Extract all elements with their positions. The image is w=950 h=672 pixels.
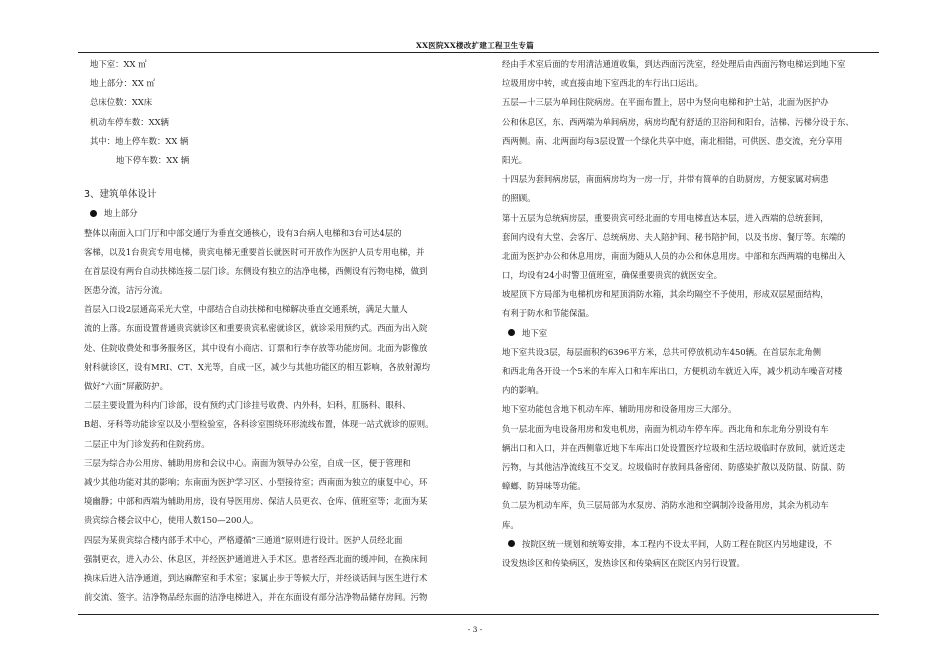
paragraph-line: 垃圾用房中转，或直接由地下室西北的车行出口运出。 [502,78,703,89]
left-column [84,55,454,607]
paragraph-line: 和西北角各开设一个5米的车库入口和车库出口，方便机动车就近入库，减少机动车噪音对楼 [502,366,843,376]
paragraph-line: 流的上落。东面设置普通贵宾就诊区和重要贵宾私密就诊区，就诊采用预约式。西面为出入院 [84,323,428,334]
paragraph-line: 射科就诊区，设有MRI、CT、X光等，自成一区，减少与其他功能区的相互影响，各放射源均 [84,361,431,372]
paragraph-line: 库。 [502,519,519,530]
bullet-note-line [502,535,886,554]
paragraph-line: 西两侧。南、北两面均每3层设置一个绿化共享中庭，南北相错，可供医、患交流，充分享用 [502,135,843,146]
bullet-heading-above-ground [84,204,454,223]
paragraph-line: 五层—十三层为单间住院病房。在平面布置上，居中为竖向电梯和护士站，北面为医护办 [502,97,829,108]
paragraph-line: 辆出口和入口，并在西侧靠近地下车库出口处设置医疗垃圾和生活垃圾临时存放间，就近送走 [502,442,846,453]
paragraph-line: 换床后进入洁净通道，到达麻醉室和手术室；家属止步于等候大厅，并经谈话间与医生进行术 [84,572,428,583]
paragraph-line: 在首层设有两台自动扶梯连接二层门诊。东侧设有独立的洁净电梯，西侧设有污物电梯，做到 [84,265,428,276]
paragraph-line: 处、住院收费处和事务服务区，其中设有小商店、订票和行李存放等功能房间。北面为影像放 [84,342,428,353]
paragraph-line: 经由手术室后面的专用清洁通道收集，到达西面污洗室，经处理后由西面污物电梯运到地下室 [502,59,846,69]
summary-total-beds: 总床位数：XX床 [90,97,153,108]
paragraph-line: 医患分流，洁污分流。 [84,285,168,296]
paragraph-line: 二层正中为门诊发药和住院药房。 [84,438,210,449]
bullet-icon [90,210,97,217]
footer-divider [78,614,879,615]
paragraph-line: 整体以南面入口门厅和中部交通厅为垂直交通核心，设有3台病人电梯和3台可达4层的 [84,227,402,238]
paragraph-line: 坡屋顶下方局部为电梯机房和屋顶消防水箱，其余均隔空不予使用，形成双层屋面结构， [502,289,829,300]
summary-parking-total: 机动车停车数：XX辆 [90,116,169,127]
paragraph-line: 公和休息区，东、西两端为单间病房，病房均配有舒适的卫浴间和阳台，洁梯、污梯分设于东、 [502,116,854,127]
paragraph-line: 污物，与其他洁净流线互不交叉。垃圾临时存放间具备密闭、防感染扩散以及防鼠、防鼠、防 [502,461,846,472]
bullet-label: 地下室 [522,327,548,338]
paragraph-line: 前交流、签字。洁净物品经东面的洁净电梯进入，并在东面设有部分洁净物品储存房间。污物 [84,592,428,603]
summary-above-ground-area: 地上部分：XX ㎡ [90,78,155,89]
bullet-note-text: 按院区统一规划和统筹安排，本工程内不设太平间，人防工程在院区内另地建设，不 [522,538,832,549]
paragraph-line: 有利于防水和节能保温。 [502,308,595,319]
paragraph-line: 负二层为机动车库，负三层局部为水泵房、消防水池和空调制冷设备用房，其余为机动车 [502,500,829,511]
paragraph-line: 三层为综合办公用房、辅助用房和会议中心。南面为领导办公室，自成一区，便于管理和 [84,457,411,468]
paragraph-line: 套间内设有大堂、会客厅、总统病房、夫人陪护间、秘书陪护间，以及书房、餐厅等。东端的 [502,231,846,242]
paragraph-line: 二层主要设置为科内门诊部，设有预约式门诊挂号收费、内外科，妇科，肛肠科、眼科、 [84,400,411,411]
paragraph-line: 阳光。 [502,154,528,165]
bullet-icon [508,540,515,547]
bullet-heading-basement [502,324,886,343]
paragraph-line: 地下室共设3层，每层面积约6396平方米，总共可停放机动车450辆。在首层东北角侧 [502,346,821,357]
header-divider [78,52,879,53]
paragraph-line: 减少其他功能对其的影响；东南面为医护学习区、小型接待室；西南面为独立的康复中心，环 [84,476,428,487]
paragraph-line: 第十五层为总统病房层，重要贵宾可经北面的专用电梯直达本层，进入西端的总统套间， [502,212,829,223]
paragraph-line: 客梯，以及1台贵宾专用电梯，贵宾电梯无重要首长就医时可开放作为医护人员专用电梯，并 [84,246,425,257]
page-number: - 3 - [467,625,483,634]
page-header-title: XX医院XX楼改扩建工程卫生专篇 [415,41,535,50]
paragraph-line: 境幽静；中部和西端为辅助用房，设有导医用房、保洁人员更衣、仓库、值班室等；北面为某 [84,496,428,507]
paragraph-line: 四层为某贵宾综合楼内部手术中心，严格遵循“三通道”原则进行设计。医护人员经北面 [84,534,403,545]
paragraph-line: 十四层为套间病房层，南面病房均为一房一厅，并带有简单的自助厨房，方便家属对病患 [502,174,829,185]
paragraph-line: 负一层北面为电设备用房和发电机房，南面为机动车停车库。西北角和东北角分别设有车 [502,423,829,434]
summary-parking-above: 其中：地上停车数：XX 辆 [90,135,189,146]
section-heading: 3、建筑单体设计 [84,189,157,201]
summary-parking-below: 地下停车数：XX 辆 [116,154,190,165]
bullet-icon [508,329,515,336]
paragraph-line: 北面为医护办公和休息用房，南面为随从人员的办公和休息用房。中部和东西两端的电梯出入 [502,250,846,261]
paragraph-line: 强制更衣，进入办公、休息区，并经医护通道进入手术区。患者经西北面的缓冲间，在换床间 [84,553,428,564]
paragraph-line: 做好“六面”屏蔽防护。 [84,381,168,391]
paragraph-line: 贵宾综合楼会议中心，使用人数150—200人。 [84,515,259,526]
paragraph-line: 内的影响。 [502,385,544,396]
paragraph-line: 地下室功能包含地下机动车库、辅助用房和设备用房三大部分。 [502,404,737,415]
paragraph-line: 设发热诊区和传染病区，发热诊区和传染病区在院区内另行设置。 [502,557,745,568]
paragraph-line: 首层入口设2层通高采光大堂，中部结合自动扶梯和电梯解决垂直交通系统，满足大量人 [84,304,408,315]
paragraph-line: 口，均设有24小时警卫值班室，确保重要贵宾的就医安全。 [502,270,723,281]
paragraph-line: 的照顾。 [502,193,536,204]
paragraph-line: B超、牙科等功能诊室以及小型检验室，各科诊室围绕环形流线布置，体现一站式就诊的原则。 [84,419,434,430]
summary-basement-area: 地下室：XX ㎡ [90,59,147,69]
paragraph-line: 蟑螂、防异味等功能。 [502,481,586,492]
bullet-label: 地上部分 [104,208,138,219]
right-column [502,55,886,573]
